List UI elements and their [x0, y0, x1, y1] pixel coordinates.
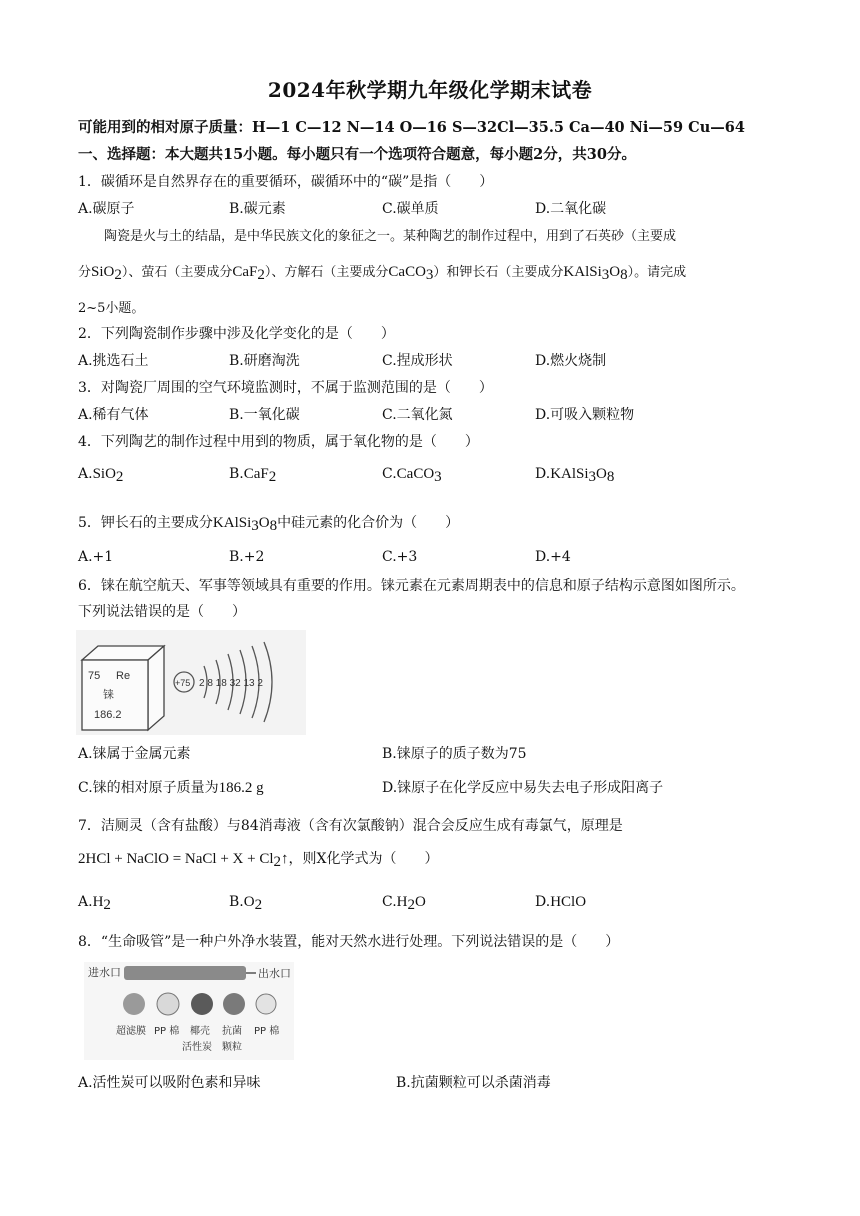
layer-activated-carbon	[191, 993, 213, 1015]
q1-stem: 1．碳循环是自然界存在的重要循环，碳循环中的“碳”是指（ ）	[78, 174, 494, 190]
q6-option-b: B.铼原子的质子数为75	[382, 746, 527, 762]
passage-line-1: 陶瓷是火与土的结晶，是中华民族文化的象征之一。某种陶艺的制作过程中，用到了石英砂（主要成	[104, 229, 677, 244]
q5-stem: 5．钾长石的主要成分$KAlSi_3O_8$中硅元素的化合价为（ ）	[78, 515, 460, 534]
q5-option-c: C.+3	[382, 549, 418, 565]
atomic-number: 75	[88, 670, 101, 682]
electron-shells: 2 8 18 32 13 2	[199, 678, 263, 689]
layer-ultrafiltration	[123, 993, 145, 1015]
q4-option-d: $D.KAlSi_3O_8$	[535, 466, 615, 485]
element-symbol: Re	[116, 670, 131, 682]
q3-option-b: B.一氧化碳	[229, 407, 300, 423]
q6-stem-2: 下列说法错误的是（ ）	[78, 604, 246, 620]
q6-option-c: C.铼的相对原子质量为186.2 g	[78, 780, 264, 796]
q3-option-d: D.可吸入颗粒物	[535, 407, 635, 423]
q2-option-b: B.研磨淘洗	[229, 353, 300, 369]
q8-stem: 8．“生命吸管”是一种户外净水装置，能对天然水进行处理。下列说法错误的是（ ）	[78, 934, 620, 950]
inlet-label: 进水口	[88, 966, 121, 979]
q2-option-d: D.燃火烧制	[535, 353, 607, 369]
q7-option-a: $A.H_2$	[78, 894, 111, 913]
layer-label-4: 抗菌	[222, 1026, 242, 1037]
layer-pp-cotton-1	[157, 993, 179, 1015]
q2-option-c: C.捏成形状	[382, 353, 453, 369]
q4-option-a: A.SiO$_2$	[78, 466, 124, 485]
life-straw-figure	[84, 962, 294, 1060]
page-title: 2024年秋学期九年级化学期末试卷	[267, 78, 593, 102]
passage-line-2: 分SiO$_2$）、萤石（主要成分CaF$_2$）、方解石（主要成分CaCO$_3$）和钾长石（主要成分$KAlSi_3O_8$）。请完成	[78, 264, 687, 283]
q5-option-b: B.+2	[229, 549, 265, 565]
q7-equation: 2HCl + NaClO = NaCl + $X + Cl_2↑$，则X化学式为（ ）	[78, 851, 439, 870]
q6-option-a: A.铼属于金属元素	[78, 746, 191, 762]
q4-option-b: B.CaF$_2$	[229, 466, 277, 485]
q7-option-d: D.HClO	[535, 894, 587, 910]
q1-option-a: A.碳原子	[78, 201, 135, 217]
q7-stem: 7．洁厕灵（含有盐酸）与84消毒液（含有次氯酸钠）混合会反应生成有毒氯气，原理是	[78, 818, 623, 834]
q2-stem: 2．下列陶瓷制作步骤中涉及化学变化的是（ ）	[78, 326, 395, 342]
layer-label-3: 椰壳	[190, 1026, 210, 1037]
q4-option-c: C.CaCO$_3$	[382, 466, 442, 485]
q1-option-d: D.二氧化碳	[535, 201, 607, 217]
passage-line-3: 2~5小题。	[78, 301, 145, 316]
q7-option-c: $C.H_2O$	[382, 894, 426, 913]
layer-label-4b: 颗粒	[222, 1042, 242, 1053]
q3-option-a: A.稀有气体	[78, 407, 149, 423]
q1-option-c: C.碳单质	[382, 201, 439, 217]
q5-option-d: D.+4	[535, 549, 571, 565]
layer-pp-cotton-2	[256, 994, 276, 1014]
q3-option-c: C.二氧化氮	[382, 407, 453, 423]
layer-label-3b: 活性炭	[182, 1042, 212, 1053]
q3-stem: 3．对陶瓷厂周围的空气环境监测时，不属于监测范围的是（ ）	[78, 380, 493, 396]
q7-option-b: $B.O_2$	[229, 894, 263, 913]
q6-option-d: D.铼原子在化学反应中易失去电子形成阳离子	[382, 780, 664, 796]
q8-option-a: A.活性炭可以吸附色素和异味	[78, 1075, 261, 1091]
layer-label-2: PP 棉	[154, 1026, 180, 1037]
q4-stem: 4．下列陶艺的制作过程中用到的物质，属于氧化物的是（ ）	[78, 434, 479, 450]
q5-option-a: A.+1	[78, 549, 114, 565]
q2-option-a: A.挑选石土	[78, 353, 149, 369]
layer-antibacterial	[223, 993, 245, 1015]
atomic-masses: 可能用到的相对原子质量：H—1 C—12 N—14 O—16 S—32Cl—35.5 Ca—40 Ni—59 Cu—64	[78, 119, 745, 136]
rhenium-figure	[76, 630, 306, 735]
element-name: 铼	[103, 688, 114, 701]
atomic-mass: 186.2	[94, 709, 122, 721]
q1-option-b: B.碳元素	[229, 201, 286, 217]
layer-label-1: 超滤膜	[116, 1026, 146, 1037]
outlet-label: 出水口	[258, 967, 291, 980]
nucleus-charge: +75	[175, 678, 191, 688]
straw-body	[124, 966, 246, 980]
layer-label-5: PP 棉	[254, 1026, 280, 1037]
q8-option-b: B.抗菌颗粒可以杀菌消毒	[396, 1075, 551, 1091]
q6-stem-1: 6．铼在航空航天、军事等领域具有重要的作用。铼元素在元素周期表中的信息和原子结构示意图如图所示。	[78, 578, 745, 594]
section-heading: 一、选择题：本大题共15小题。每小题只有一个选项符合题意，每小题2分，共30分。	[78, 146, 636, 163]
